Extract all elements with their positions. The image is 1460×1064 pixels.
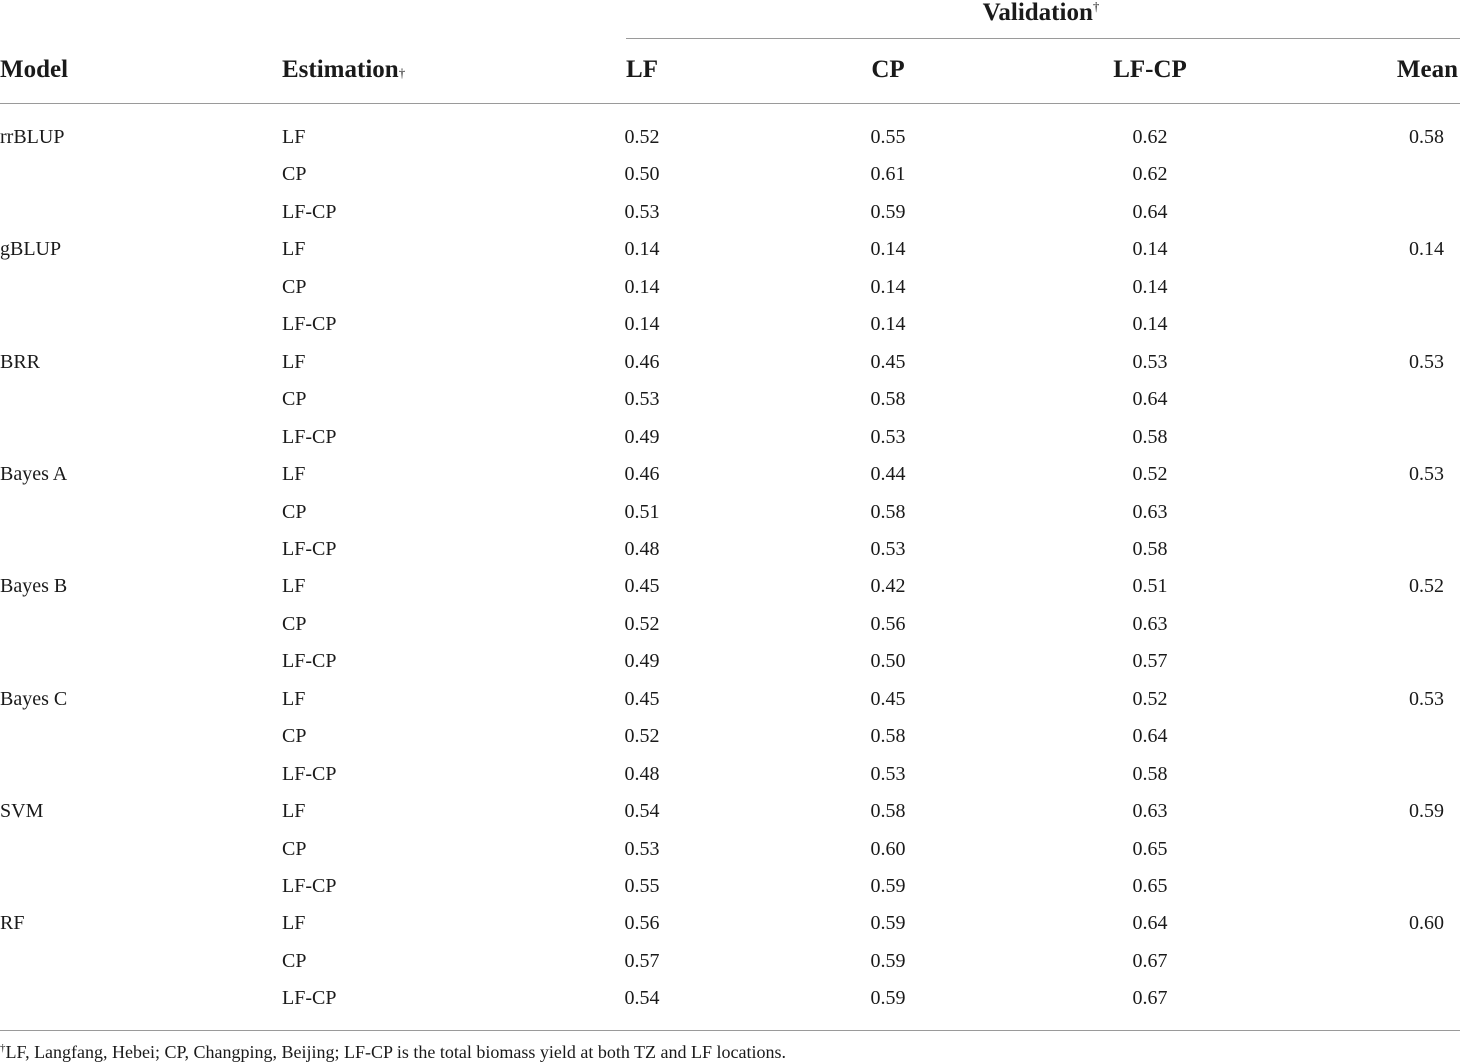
cell-lf: 0.14	[624, 238, 660, 261]
cell-lfcp: 0.65	[1132, 875, 1168, 897]
validation-group-marker: †	[1092, 0, 1100, 14]
table-row	[0, 649, 1460, 686]
cell-cp: 0.55	[870, 126, 906, 148]
cell-lfcp: 0.65	[1132, 837, 1168, 860]
cell-estimation: LF-CP	[282, 875, 337, 897]
column-header-estimation-marker: †	[398, 65, 406, 80]
cell-cp: 0.59	[870, 875, 906, 897]
cell-model: Bayes C	[0, 687, 68, 710]
cell-lfcp: 0.52	[1132, 687, 1168, 710]
cell-lf: 0.53	[624, 388, 660, 411]
validation-group-label: Validation	[982, 0, 1093, 26]
cell-cp: 0.53	[870, 762, 906, 785]
cell-cp: 0.61	[870, 163, 906, 186]
table-row	[0, 837, 1460, 874]
table-row	[0, 687, 1460, 724]
column-header-cp: CP	[871, 56, 905, 83]
cell-cp: 0.58	[870, 725, 906, 748]
cell-lf: 0.51	[624, 500, 660, 523]
cell-model: gBLUP	[0, 238, 62, 261]
table-row	[0, 949, 1460, 986]
cell-estimation: LF	[282, 575, 306, 598]
cell-cp: 0.44	[870, 463, 906, 486]
cell-model: rrBLUP	[0, 126, 65, 148]
cell-estimation: LF	[282, 238, 306, 261]
cell-cp: 0.45	[870, 350, 906, 373]
cell-lf: 0.57	[624, 949, 660, 972]
column-header-mean: Mean	[1396, 56, 1458, 83]
cell-lfcp: 0.64	[1132, 912, 1168, 935]
cell-model: Bayes A	[0, 463, 68, 486]
cell-lfcp: 0.14	[1132, 238, 1168, 261]
cell-estimation: CP	[282, 163, 307, 186]
cell-lfcp: 0.63	[1132, 800, 1168, 823]
cell-lf: 0.48	[624, 762, 660, 785]
cell-lfcp: 0.67	[1132, 987, 1168, 1010]
cell-lf: 0.54	[624, 800, 660, 823]
table-row	[0, 162, 1460, 199]
table-row	[0, 237, 1460, 274]
cell-lfcp: 0.63	[1132, 500, 1168, 523]
cell-model: Bayes B	[0, 575, 68, 598]
cell-cp: 0.58	[870, 800, 906, 823]
table-row	[0, 462, 1460, 499]
cell-estimation: CP	[282, 275, 307, 298]
cell-cp: 0.42	[870, 575, 906, 598]
table-row	[0, 275, 1460, 312]
cell-cp: 0.53	[870, 537, 906, 560]
cell-estimation: LF-CP	[282, 650, 337, 673]
cell-estimation: LF-CP	[282, 200, 337, 223]
cell-model: SVM	[0, 800, 44, 823]
validation-group-rule	[626, 38, 1460, 39]
cell-cp: 0.58	[870, 388, 906, 411]
cell-estimation: CP	[282, 949, 307, 972]
cell-model: RF	[0, 912, 25, 935]
cell-estimation: CP	[282, 388, 307, 411]
cell-lf: 0.54	[624, 987, 660, 1010]
cell-lf: 0.52	[624, 725, 660, 748]
cell-cp: 0.53	[870, 425, 906, 448]
cell-lfcp: 0.57	[1132, 650, 1168, 673]
table-row	[0, 799, 1460, 836]
cell-lfcp: 0.62	[1132, 126, 1168, 148]
cell-lf: 0.53	[624, 837, 660, 860]
cell-lfcp: 0.14	[1132, 275, 1168, 298]
table-footnote	[0, 1041, 786, 1063]
cell-estimation: CP	[282, 612, 307, 635]
cell-lfcp: 0.67	[1132, 949, 1168, 972]
cell-lfcp: 0.51	[1132, 575, 1168, 598]
table-row	[0, 425, 1460, 462]
cell-lf: 0.52	[624, 126, 660, 148]
table-row	[0, 911, 1460, 948]
cell-estimation: LF	[282, 350, 306, 373]
footer-rule	[0, 1030, 1460, 1031]
cell-estimation: LF-CP	[282, 537, 337, 560]
cell-lf: 0.14	[624, 313, 660, 336]
table-row	[0, 200, 1460, 237]
cell-mean: 0.53	[1409, 687, 1444, 710]
cell-lf: 0.53	[624, 200, 660, 223]
cell-cp: 0.60	[870, 837, 906, 860]
footnote-marker: †	[0, 1042, 6, 1054]
cell-lfcp: 0.52	[1132, 463, 1168, 486]
cell-mean: 0.53	[1409, 350, 1444, 373]
cell-estimation: LF	[282, 800, 306, 823]
cell-mean: 0.53	[1409, 463, 1444, 486]
cell-estimation: CP	[282, 837, 307, 860]
cell-mean: 0.58	[1409, 126, 1444, 148]
cell-lf: 0.48	[624, 537, 660, 560]
cell-mean: 0.60	[1409, 912, 1444, 935]
cell-lf: 0.50	[624, 163, 660, 186]
cell-lf: 0.56	[624, 912, 660, 935]
cell-estimation: CP	[282, 725, 307, 748]
column-header-lf: LF	[626, 56, 658, 83]
header-rule	[0, 103, 1460, 104]
cell-lf: 0.46	[624, 463, 660, 486]
cell-estimation: CP	[282, 500, 307, 523]
cell-cp: 0.58	[870, 500, 906, 523]
table-row	[0, 125, 1460, 162]
cell-lfcp: 0.58	[1132, 425, 1168, 448]
cell-cp: 0.59	[870, 912, 906, 935]
table-row	[0, 612, 1460, 649]
cell-estimation: LF-CP	[282, 762, 337, 785]
cell-cp: 0.56	[870, 612, 906, 635]
table-row	[0, 724, 1460, 761]
cell-cp: 0.59	[870, 987, 906, 1010]
table-row	[0, 312, 1460, 349]
table-row	[0, 537, 1460, 574]
cell-cp: 0.50	[870, 650, 906, 673]
cell-cp: 0.14	[870, 275, 906, 298]
column-header-estimation	[282, 55, 405, 88]
table-row	[0, 350, 1460, 387]
cell-lf: 0.52	[624, 612, 660, 635]
cell-estimation: LF-CP	[282, 987, 337, 1010]
table-row	[0, 874, 1460, 911]
cell-model: BRR	[0, 350, 41, 373]
cell-lfcp: 0.62	[1132, 163, 1168, 186]
column-header-lfcp: LF-CP	[1113, 56, 1187, 83]
cell-lfcp: 0.63	[1132, 612, 1168, 635]
cell-estimation: LF	[282, 126, 306, 148]
cell-lfcp: 0.58	[1132, 762, 1168, 785]
column-header-estimation-label: Estimation	[282, 56, 399, 83]
cell-lf: 0.45	[624, 575, 660, 598]
cell-estimation: LF	[282, 463, 306, 486]
column-header-model: Model	[0, 56, 69, 83]
cell-lf: 0.14	[624, 275, 660, 298]
cell-lfcp: 0.14	[1132, 313, 1168, 336]
cell-lf: 0.49	[624, 650, 660, 673]
cell-lfcp: 0.64	[1132, 200, 1168, 223]
cell-mean: 0.52	[1409, 575, 1444, 598]
validation-group-header	[622, 0, 1460, 38]
cell-lf: 0.55	[624, 875, 660, 897]
cell-estimation: LF	[282, 912, 306, 935]
cell-lfcp: 0.64	[1132, 388, 1168, 411]
cell-estimation: LF	[282, 687, 306, 710]
cell-lfcp: 0.58	[1132, 537, 1168, 560]
cell-lfcp: 0.64	[1132, 725, 1168, 748]
cell-mean: 0.14	[1409, 238, 1444, 261]
table-row	[0, 387, 1460, 424]
cell-cp: 0.59	[870, 949, 906, 972]
cell-cp: 0.45	[870, 687, 906, 710]
cell-estimation: LF-CP	[282, 425, 337, 448]
cell-lf: 0.46	[624, 350, 660, 373]
table-row	[0, 574, 1460, 611]
cell-lf: 0.49	[624, 425, 660, 448]
cell-estimation: LF-CP	[282, 313, 337, 336]
table-row	[0, 762, 1460, 799]
cell-cp: 0.14	[870, 238, 906, 261]
cell-lf: 0.45	[624, 687, 660, 710]
table-row	[0, 986, 1460, 1023]
table-row	[0, 500, 1460, 537]
cell-lfcp: 0.53	[1132, 350, 1168, 373]
cell-cp: 0.14	[870, 313, 906, 336]
cell-cp: 0.59	[870, 200, 906, 223]
footnote-text: LF, Langfang, Hebei; CP, Changping, Beijing; LF-CP is the total biomass yield at both TZ and LF locations.	[5, 1042, 786, 1062]
cell-mean: 0.59	[1409, 800, 1444, 823]
